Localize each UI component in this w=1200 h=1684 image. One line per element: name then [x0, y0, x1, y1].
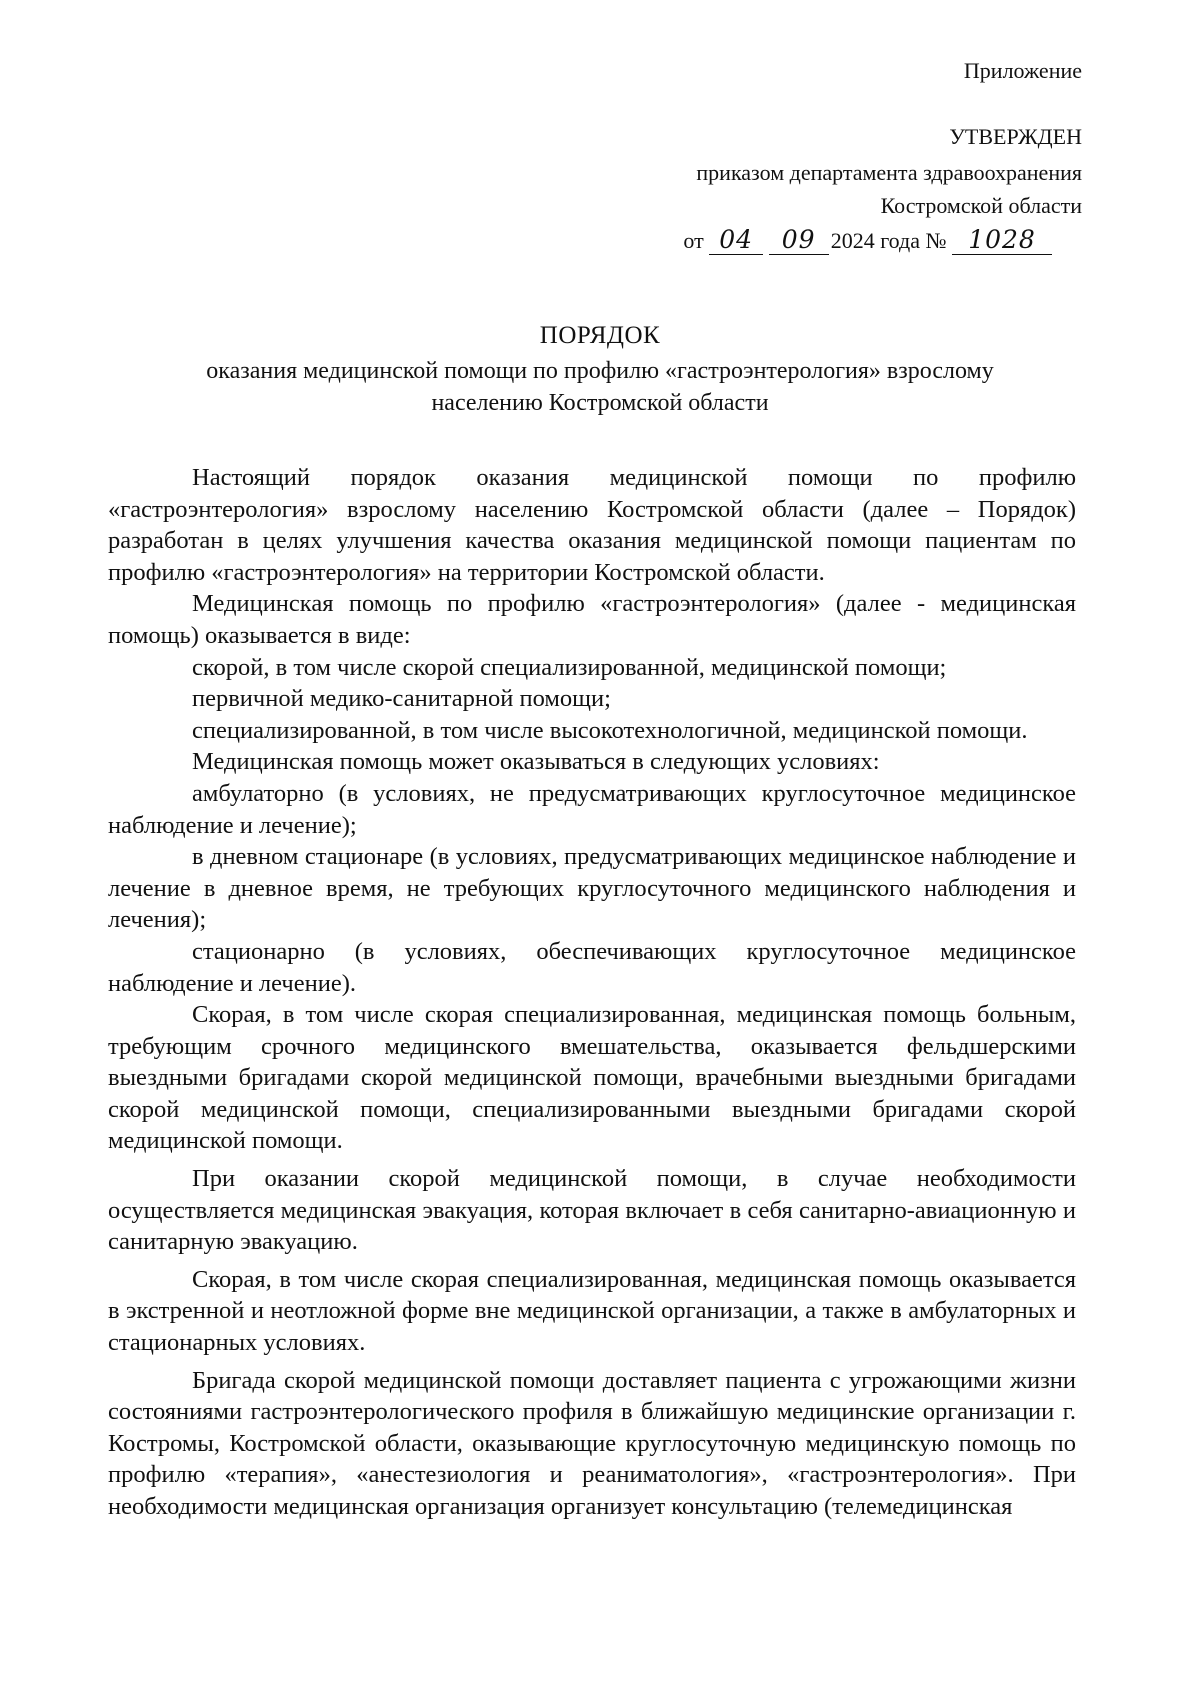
appendix-label: Приложение	[963, 58, 1082, 83]
approved-by-line-1: приказом департамента здравоохранения	[696, 160, 1082, 185]
paragraph: специализированной, в том числе высокотехнологичной, медицинской помощи.	[192, 716, 1028, 744]
document-subtitle-line-1: оказания медицинской помощи по профилю «гастроэнтерология» взрослому	[206, 358, 994, 384]
paragraph: амбулаторно (в условиях, не предусматривающих круглосуточное медицинское наблюдение и лечение);	[108, 779, 1076, 839]
approved-by-line-2: Костромской области	[880, 193, 1082, 218]
paragraph: Медицинская помощь может оказываться в следующих условиях:	[192, 748, 880, 776]
paragraph: Скорая, в том числе скорая специализированная, медицинская помощь оказывается в экстренной и неотложной форме вне медицинской организации, а также в амбулаторных и стационарных условиях.	[108, 1265, 1076, 1357]
paragraph: в дневном стационаре (в условиях, предусматривающих медицинское наблюдение и лечение в дневное время, не требующих круглосуточного медицинского наблюдения и лечения);	[108, 843, 1076, 934]
paragraph: первичной медико-санитарной помощи;	[192, 685, 611, 713]
order-year-label: 2024 года	[830, 228, 920, 253]
order-date-number-line	[683, 225, 1052, 255]
order-number-label: №	[925, 228, 947, 253]
paragraph: Настоящий порядок оказания медицинской помощи по профилю «гастроэнтерология» взрослому населению Костромской области (далее – Порядок) разработан в целях улучшения качества оказания медицинской помощи пациентам по профилю «гастроэнтерология» на территории Костромской области.	[108, 464, 1076, 586]
paragraph: Скорая, в том числе скорая специализированная, медицинская помощь больным, требующим срочного медицинского вмешательства, оказывается фельдшерскими выездными бригадами скорой медицинской помощи, врачебными выездными бригадами скорой медицинской помощи, специализированными выездными бригадами скорой медицинской помощи.	[108, 1001, 1076, 1155]
paragraph: Бригада скорой медицинской помощи доставляет пациента с угрожающими жизни состояниями гастроэнтерологического профиля в ближайшую медицинские организации г. Костромы, Костромской области, оказывающие круглосуточную медицинскую помощь по профилю «терапия», «анестезиология и реаниматология», «гастроэнтерология». При необходимости медицинская организация организует консультацию (телемедицинская	[108, 1366, 1076, 1520]
paragraph: стационарно (в условиях, обеспечивающих круглосуточное медицинское наблюдение и лечение).	[108, 937, 1076, 997]
document-subtitle-line-2: населению Костромской области	[431, 390, 769, 416]
paragraph: Медицинская помощь по профилю «гастроэнтерология» (далее - медицинская помощь) оказывается в виде:	[108, 590, 1076, 649]
paragraph: скорой, в том числе скорой специализированной, медицинской помощи;	[192, 653, 947, 681]
order-number-handwritten: 1028	[952, 225, 1052, 255]
order-from-label: от	[683, 228, 704, 253]
approved-label: УТВЕРЖДЕН	[949, 124, 1082, 149]
order-day-handwritten: 04	[709, 225, 763, 255]
document-body	[108, 462, 1076, 1523]
document-title: ПОРЯДОК	[539, 322, 661, 349]
order-month-handwritten: 09	[769, 225, 829, 255]
paragraph: При оказании скорой медицинской помощи, в случае необходимости осуществляется медицинская эвакуация, которая включает в себя санитарно-авиационную и санитарную эвакуацию.	[108, 1165, 1076, 1256]
